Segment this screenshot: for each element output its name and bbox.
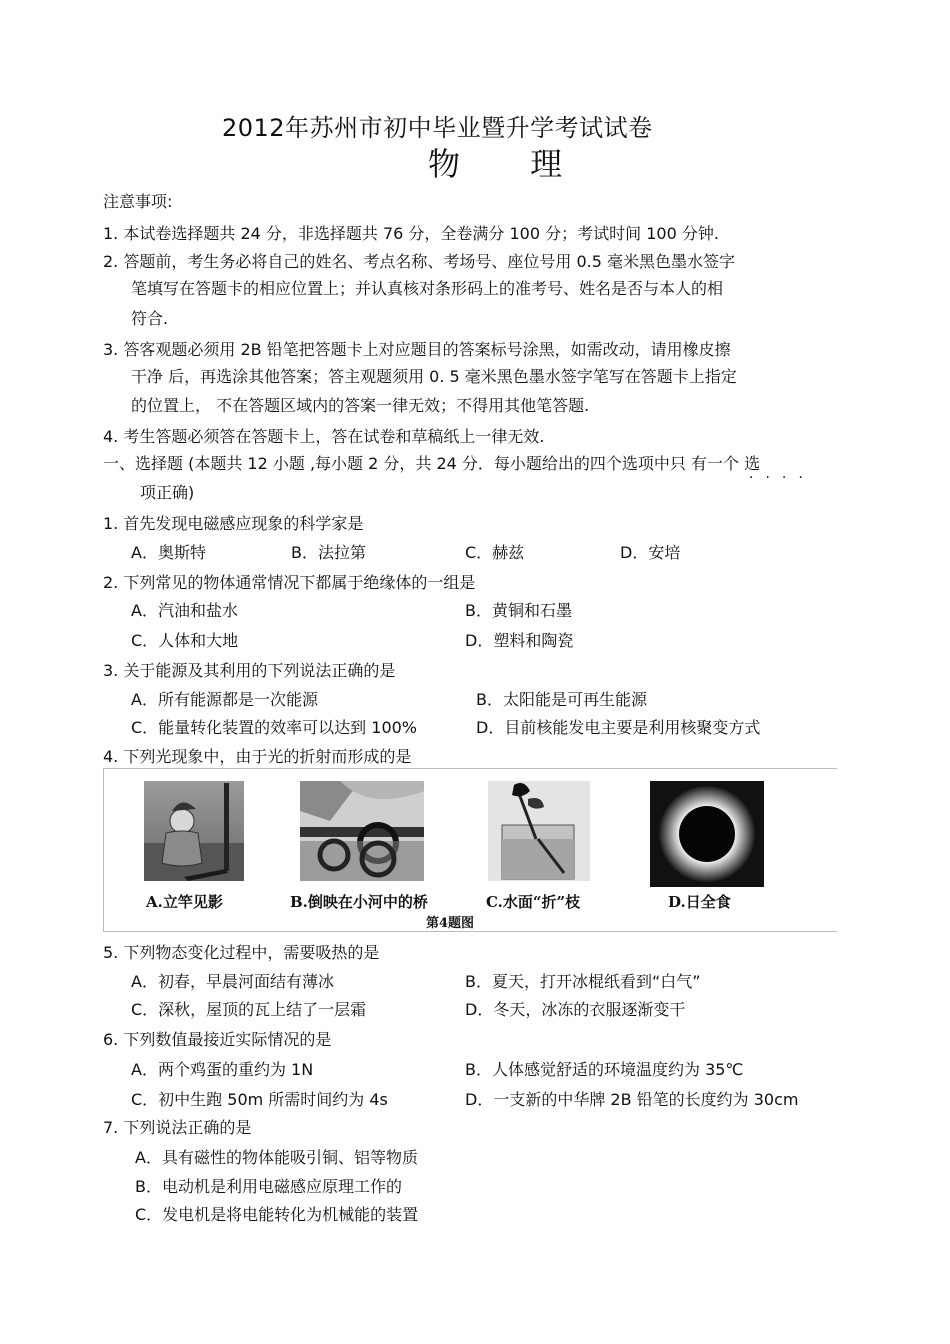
q3-option-a: A．所有能源都是一次能源 [131,690,318,709]
bridge-reflection-image [300,781,424,881]
q6-option-c: C．初中生跑 50m 所需时间约为 4s [131,1090,388,1109]
q7-option-b: B．电动机是利用电磁感应原理工作的 [135,1177,402,1196]
bent-branch-image [488,781,590,881]
q2-option-b: B．黄铜和石墨 [465,601,572,620]
q7-option-c: C．发电机是将电能转化为机械能的装置 [135,1205,419,1224]
q1-option-d: D．安培 [620,543,681,562]
q5-option-d: D．冬天，冰冻的衣服逐渐变干 [465,1000,686,1019]
q3-stem: 3. 关于能源及其利用的下列说法正确的是 [103,661,396,680]
caption-b: B.倒映在小河中的桥 [290,893,428,911]
solar-eclipse-image [650,781,764,887]
q2-option-a: A．汽油和盐水 [131,601,238,620]
emphasis-dots: ···· [749,470,815,486]
q4-stem: 4. 下列光现象中，由于光的折射而形成的是 [103,747,412,766]
q6-option-d: D．一支新的中华牌 2B 铅笔的长度约为 30cm [465,1090,799,1109]
q1-stem: 1. 首先发现电磁感应现象的科学家是 [103,514,364,533]
q7-stem: 7. 下列说法正确的是 [103,1118,252,1137]
shadow-pole-image [144,781,244,881]
q5-option-a: A．初春，早晨河面结有薄冰 [131,972,334,991]
q5-option-c: C．深秋，屋顶的瓦上结了一层霜 [131,1000,367,1019]
q5-option-b: B．夏天，打开冰棍纸看到“白气” [465,972,701,991]
q6-option-b: B．人体感觉舒适的环境温度约为 35℃ [465,1060,744,1079]
exam-title: 2012年苏州市初中毕业暨升学考试试卷 [222,114,653,142]
notice-heading: 注意事项: [103,192,173,211]
notice-1: 1. 本试卷选择题共 24 分，非选择题共 76 分，全卷满分 100 分；考试时间 100 分钟. [103,224,719,243]
q6-option-a: A．两个鸡蛋的重约为 1N [131,1060,314,1079]
section-heading-line2: 项正确) [140,483,195,502]
q5-stem: 5. 下列物态变化过程中，需要吸热的是 [103,943,380,962]
caption-a: A.立竿见影 [146,893,223,911]
notice-3-line2: 干净 后，再选涂其他答案；答主观题须用 0. 5 毫米黑色墨水签字笔写在答题卡上指定 [131,367,737,386]
notice-3-line3: 的位置上， 不在答题区域内的答案一律无效；不得用其他笔答题. [131,396,590,415]
notice-3-line1: 3. 答客观题必须用 2B 铅笔把答题卡上对应题目的答案标号涂黑，如需改动，请用橡皮擦 [103,340,731,359]
q6-stem: 6. 下列数值最接近实际情况的是 [103,1030,332,1049]
caption-c: C.水面“折”枝 [486,893,581,911]
q3-option-d: D．目前核能发电主要是利用核聚变方式 [476,718,761,737]
q4-figure [103,768,837,932]
q3-option-c: C．能量转化装置的效率可以达到 100% [131,718,418,737]
notice-2-line2: 笔填写在答题卡的相应位置上；并认真核对条形码上的准考号、姓名是否与本人的相 [131,279,724,298]
q7-option-a: A．具有磁性的物体能吸引铜、铝等物质 [135,1148,418,1167]
caption-d: D.日全食 [668,893,731,911]
q2-option-c: C．人体和大地 [131,631,239,650]
figure-label: 第4题图 [426,916,475,931]
section-heading-line1: 一、选择题 (本题共 12 小题 ,每小题 2 分，共 24 分．每小题给出的四个选项中只 有一个 选 [103,454,761,473]
notice-4: 4. 考生答题必须答在答题卡上，答在试卷和草稿纸上一律无效. [103,427,545,446]
q1-option-a: A．奥斯特 [131,543,206,562]
q2-option-d: D．塑料和陶瓷 [465,631,574,650]
q2-stem: 2. 下列常见的物体通常情况下都属于绝缘体的一组是 [103,573,476,592]
subject-title: 物 理 [428,145,593,183]
notice-2-line1: 2. 答题前，考生务必将自己的姓名、考点名称、考场号、座位号用 0.5 毫米黑色墨水签字 [103,252,735,271]
q3-option-b: B．太阳能是可再生能源 [476,690,647,709]
notice-2-line3: 符合. [131,309,169,328]
q1-option-c: C．赫兹 [465,543,525,562]
q1-option-b: B．法拉第 [291,543,366,562]
